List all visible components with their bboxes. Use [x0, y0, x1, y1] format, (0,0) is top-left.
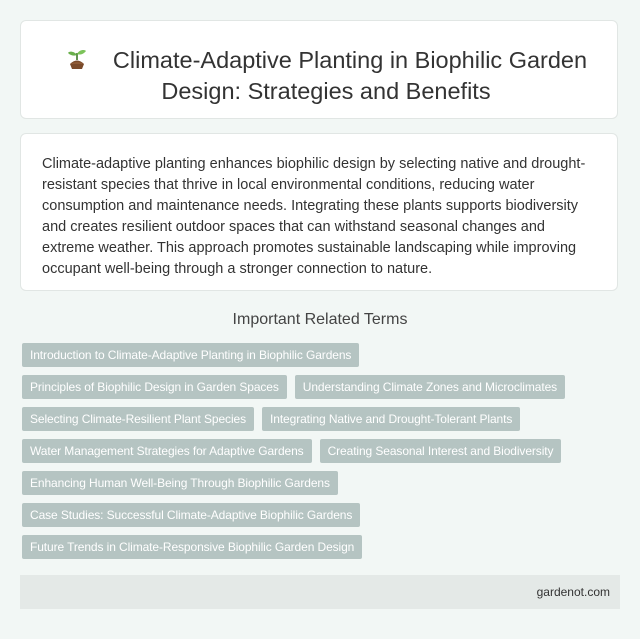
related-terms-heading: Important Related Terms	[232, 311, 408, 328]
related-term-tag[interactable]: Future Trends in Climate-Responsive Biophilic Garden Design	[22, 535, 362, 559]
related-term-tag[interactable]: Principles of Biophilic Design in Garden Spaces	[22, 375, 287, 399]
related-term-tag[interactable]: Case Studies: Successful Climate-Adaptive Biophilic Gardens	[22, 503, 360, 527]
related-term-tag[interactable]: Selecting Climate-Resilient Plant Species	[22, 407, 254, 431]
page-title-container	[55, 45, 597, 107]
related-term-tag[interactable]: Understanding Climate Zones and Microclimates	[295, 375, 565, 399]
title-card	[20, 20, 618, 119]
related-term-tag[interactable]: Creating Seasonal Interest and Biodiversity	[320, 439, 562, 463]
summary-paragraph: Climate-adaptive planting enhances biophilic design by selecting native and drought-resistant species that thrive in local environmental conditions, reducing water consumption and maintenance needs. Integrating these plants supports biodiversity and creates resilient outdoor spaces that can withstand seasonal changes and extreme weather. This approach promotes sustainable landscaping while improving occupant well-being through a stronger connection to nature.	[42, 156, 586, 277]
footer	[20, 575, 620, 609]
related-terms-list	[22, 343, 602, 559]
related-term-tag[interactable]: Integrating Native and Drought-Tolerant Plants	[262, 407, 520, 431]
summary-card	[20, 133, 618, 291]
page-title: Climate-Adaptive Planting in Biophilic Garden Design: Strategies and Benefits	[112, 47, 588, 104]
related-term-tag[interactable]: Water Management Strategies for Adaptive Gardens	[22, 439, 312, 463]
footer-site-link[interactable]: gardenot.com	[536, 585, 610, 599]
sprout-icon	[65, 47, 89, 71]
related-term-tag[interactable]: Introduction to Climate-Adaptive Planting in Biophilic Gardens	[22, 343, 359, 367]
related-term-tag[interactable]: Enhancing Human Well-Being Through Biophilic Gardens	[22, 471, 338, 495]
